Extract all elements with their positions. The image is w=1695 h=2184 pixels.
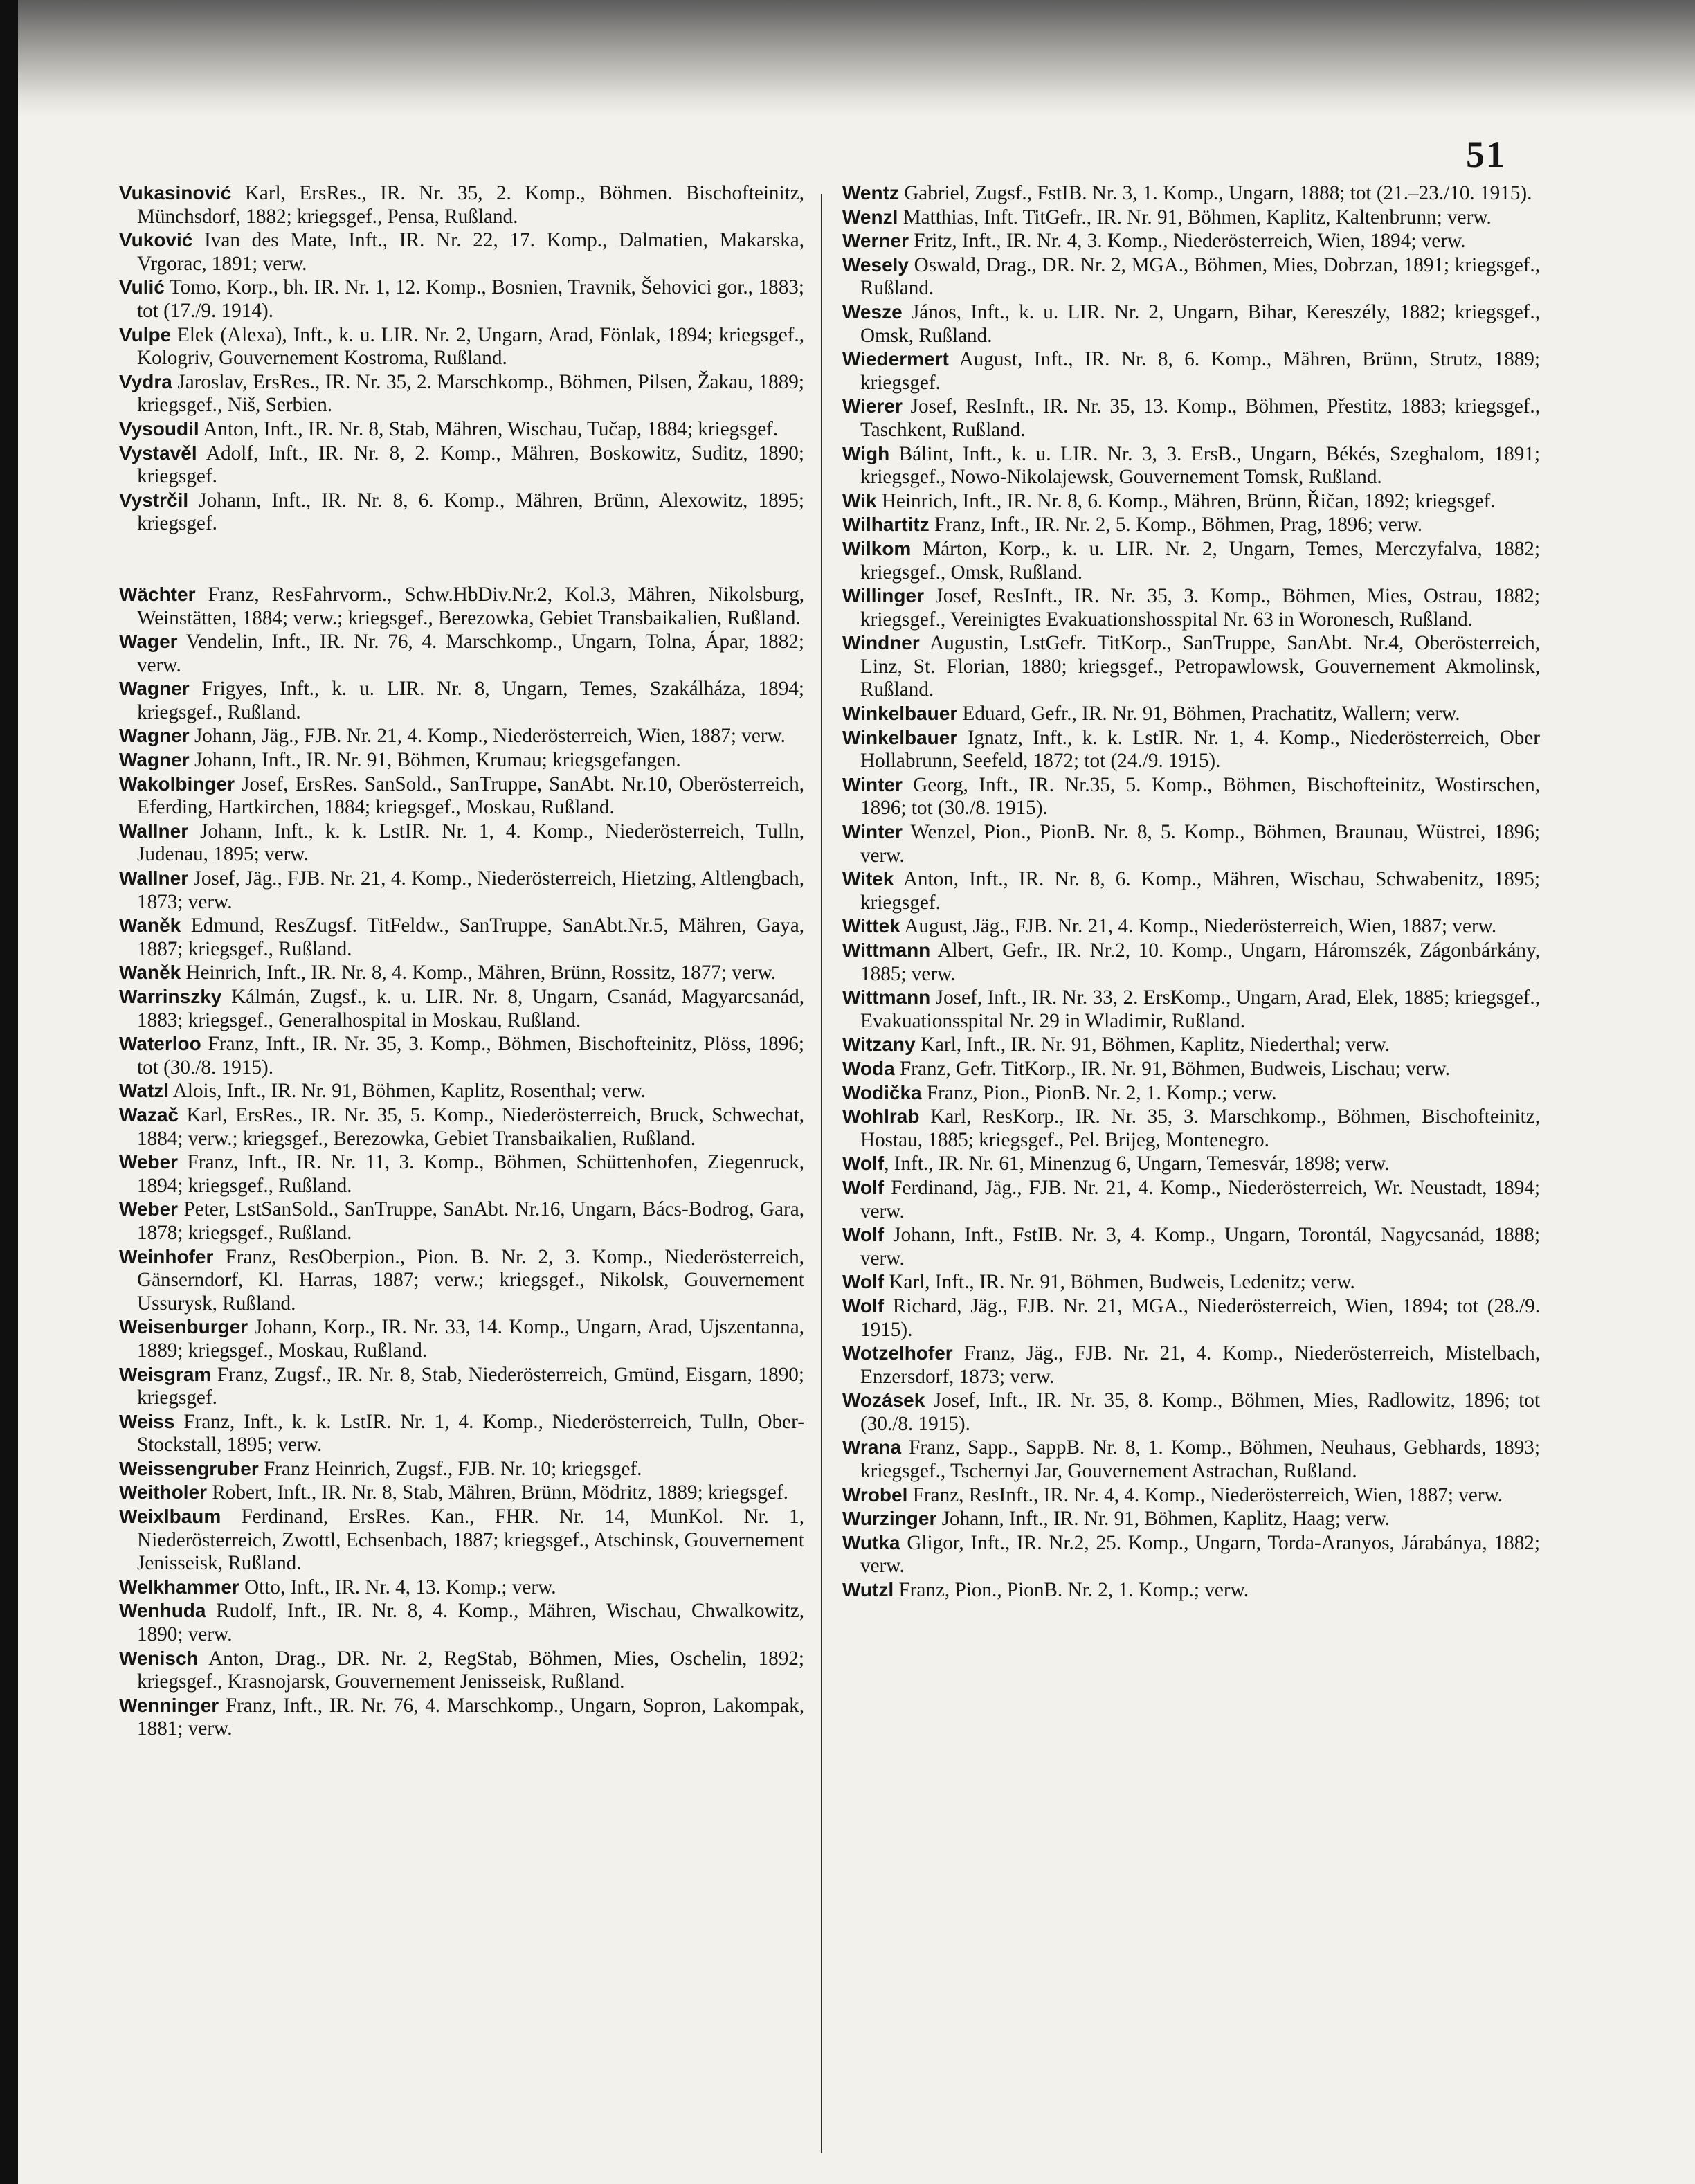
entry-surname: Weber: [119, 1151, 179, 1173]
register-entry: [119, 985, 804, 1032]
entry-surname: Weiss: [119, 1410, 175, 1432]
register-entry: [842, 1342, 1540, 1389]
entry-surname: Wagner: [119, 725, 190, 747]
register-entry: [119, 228, 804, 276]
register-entry: [842, 1152, 1540, 1176]
entry-details: Franz, ResOberpion., Pion. B. Nr. 2, 3. Komp., Niederösterreich, Gänserndorf, Kl. Harras, 1887; verw.; kriegsgef., Nikolsk, Gouvernement Ussurysk, Rußland.: [137, 1245, 804, 1315]
entry-details: Karl, ResKorp., IR. Nr. 35, 3. Marschkomp., Böhmen, Bischofteinitz, Hostau, 1885; kriegsgef., Pel. Brijeg, Montenegro.: [860, 1105, 1540, 1151]
register-entry: [119, 630, 804, 677]
entry-surname: Weisenburger: [119, 1316, 248, 1338]
entry-details: Edmund, ResZugsf. TitFeldw., SanTruppe, SanAbt.Nr.5, Mähren, Gaya, 1887; kriegsgef., Rußland.: [137, 914, 804, 960]
entry-details: Josef, Jäg., FJB. Nr. 21, 4. Komp., Niederösterreich, Hietzing, Altlengbach, 1873; verw.: [137, 867, 804, 913]
entry-details: Matthias, Inft. TitGefr., IR. Nr. 91, Böhmen, Kaplitz, Kaltenbrunn; verw.: [898, 206, 1492, 228]
register-entry: [119, 1505, 804, 1576]
entry-surname: Weixlbaum: [119, 1506, 221, 1528]
entry-surname: Weinhofer: [119, 1245, 214, 1267]
register-entry: [842, 348, 1540, 395]
entry-surname: Welkhammer: [119, 1576, 239, 1598]
entry-details: Franz, Pion., PionB. Nr. 2, 1. Komp.; verw.: [894, 1579, 1249, 1602]
entry-surname: Winter: [842, 821, 903, 843]
entry-details: Bálint, Inft., k. u. LIR. Nr. 3, 3. ErsB., Ungarn, Békés, Szeghalom, 1891; kriegsgef., Nowo-Nikolajewsk, Gouvernement Tomsk, Rußland.: [860, 442, 1540, 489]
entry-details: Wenzel, Pion., PionB. Nr. 8, 5. Komp., Böhmen, Braunau, Wüstrei, 1896; verw.: [860, 821, 1540, 867]
register-entry: [842, 229, 1540, 253]
register-entry: [842, 1436, 1540, 1483]
register-entry: [842, 1507, 1540, 1531]
entry-surname: Willinger: [842, 585, 924, 607]
entry-surname: Wrana: [842, 1436, 902, 1459]
register-entry: [119, 276, 804, 323]
entry-surname: Wenisch: [119, 1647, 199, 1669]
entry-details: János, Inft., k. u. LIR. Nr. 2, Ungarn, Bihar, Kereszély, 1882; kriegsgef., Omsk, Rußland.: [860, 300, 1540, 347]
register-entry: [842, 253, 1540, 300]
entry-surname: Vuković: [119, 229, 193, 251]
page-number: 51: [1466, 134, 1506, 175]
entry-details: Elek (Alexa), Inft., k. u. LIR. Nr. 2, Ungarn, Arad, Fönlak, 1894; kriegsgef., Kologriv, Gouvernement Kostroma, Rußland.: [137, 323, 804, 370]
entry-details: Franz, Zugsf., IR. Nr. 8, Stab, Niederösterreich, Gmünd, Eisgarn, 1890; kriegsgef.: [137, 1363, 804, 1409]
entry-surname: Wolf: [842, 1153, 885, 1175]
entry-surname: Vystavěl: [119, 442, 197, 464]
entry-surname: Witek: [842, 868, 894, 890]
register-entry: [119, 1032, 804, 1079]
entry-details: Anton, Inft., IR. Nr. 8, 6. Komp., Mähren, Wischau, Schwabenitz, 1895; kriegsgef.: [860, 868, 1540, 914]
register-entry: [119, 1647, 804, 1694]
entry-details: Fritz, Inft., IR. Nr. 4, 3. Komp., Niederösterreich, Wien, 1894; verw.: [908, 230, 1466, 253]
entry-surname: Wolf: [842, 1271, 885, 1293]
entry-details: Ferdinand, Jäg., FJB. Nr. 21, 4. Komp., Niederösterreich, Wr. Neustadt, 1894; verw.: [860, 1176, 1540, 1222]
register-entry: [842, 442, 1540, 489]
left-column: [119, 181, 804, 1741]
register-entry: [842, 1223, 1540, 1270]
entry-surname: Wozásek: [842, 1389, 925, 1411]
entry-details: Robert, Inft., IR. Nr. 8, Stab, Mähren, Brünn, Mödritz, 1889; kriegsgef.: [207, 1481, 788, 1504]
entry-surname: Watzl: [119, 1080, 170, 1102]
entry-details: , Inft., IR. Nr. 61, Minenzug 6, Ungarn, Temesvár, 1898; verw.: [884, 1153, 1390, 1175]
register-entry: [842, 1270, 1540, 1294]
entry-surname: Winter: [842, 773, 903, 795]
register-entry: [842, 631, 1540, 702]
entry-details: Johann, Inft., FstIB. Nr. 3, 4. Komp., Ungarn, Torontál, Nagycsanád, 1888; verw.: [860, 1224, 1540, 1270]
entry-surname: Waněk: [119, 962, 181, 984]
scan-edge-left: [0, 0, 18, 2184]
entry-surname: Wodička: [842, 1081, 922, 1103]
entry-surname: Wotzelhofer: [842, 1342, 953, 1364]
entry-surname: Wik: [842, 489, 877, 512]
entry-surname: Wiedermert: [842, 348, 949, 370]
entry-details: Richard, Jäg., FJB. Nr. 21, MGA., Niederösterreich, Wien, 1894; tot (28./9. 1915).: [860, 1294, 1540, 1341]
entry-surname: Waněk: [119, 914, 181, 937]
entry-surname: Vystrčil: [119, 489, 189, 511]
entry-surname: Wolf: [842, 1224, 885, 1246]
entry-surname: Wesze: [842, 300, 903, 323]
register-entry: [119, 961, 804, 985]
entry-surname: Wittmann: [842, 939, 931, 961]
entry-details: Gligor, Inft., IR. Nr.2, 25. Komp., Ungarn, Torda-Aranyos, Járabánya, 1882; verw.: [860, 1531, 1540, 1578]
entry-details: Frigyes, Inft., k. u. LIR. Nr. 8, Ungarn, Temes, Szakálháza, 1894; kriegsgef., Rußland.: [137, 678, 804, 723]
register-entry: [842, 181, 1540, 206]
entry-details: Franz, Pion., PionB. Nr. 2, 1. Komp.; verw.: [921, 1081, 1277, 1104]
entry-details: Heinrich, Inft., IR. Nr. 8, 6. Komp., Mähren, Brünn, Řičan, 1892; kriegsgef.: [876, 489, 1496, 512]
register-entry: [119, 1694, 804, 1741]
entry-surname: Wutzl: [842, 1579, 894, 1601]
entry-details: August, Jäg., FJB. Nr. 21, 4. Komp., Niederösterreich, Wien, 1887; verw.: [900, 915, 1497, 938]
entry-details: Karl, Inft., IR. Nr. 91, Böhmen, Budweis, Ledenitz; verw.: [884, 1271, 1355, 1294]
entry-surname: Wrobel: [842, 1483, 908, 1506]
entry-surname: Wazač: [119, 1103, 179, 1126]
entry-surname: Wächter: [119, 583, 196, 605]
register-entry: [119, 867, 804, 914]
register-entry: [842, 1033, 1540, 1057]
entry-surname: Warrinszky: [119, 986, 222, 1007]
entry-surname: Waterloo: [119, 1033, 201, 1055]
entry-surname: Wittek: [842, 915, 900, 937]
entry-surname: Weber: [119, 1198, 179, 1220]
entry-details: Franz, ResInft., IR. Nr. 4, 4. Komp., Niederösterreich, Wien, 1887; verw.: [907, 1483, 1503, 1506]
entry-details: Johann, Inft., k. k. LstIR. Nr. 1, 4. Komp., Niederösterreich, Tulln, Judenau, 1895; verw.: [137, 820, 804, 866]
register-entry: [119, 1245, 804, 1316]
entry-details: Josef, Inft., IR. Nr. 35, 8. Komp., Böhmen, Mies, Radlowitz, 1896; tot (30./8. 1915).: [860, 1389, 1540, 1435]
entry-details: Franz, Inft., k. k. LstIR. Nr. 1, 4. Komp., Niederösterreich, Tulln, Ober-Stockstall, 1895; verw.: [137, 1410, 804, 1456]
entry-details: Ignatz, Inft., k. k. LstIR. Nr. 1, 4. Komp., Niederösterreich, Ober Hollabrunn, Seefeld, 1872; tot (24./9. 1915).: [860, 726, 1540, 773]
entry-surname: Vukasinović: [119, 182, 232, 204]
register-entry: [119, 489, 804, 536]
entry-surname: Wenninger: [119, 1694, 219, 1716]
register-entry: [842, 1176, 1540, 1223]
scan-shadow-top: [0, 0, 1695, 118]
entry-details: Johann, Jäg., FJB. Nr. 21, 4. Komp., Niederösterreich, Wien, 1887; verw.: [189, 725, 786, 748]
entry-details: Adolf, Inft., IR. Nr. 8, 2. Komp., Mähren, Boskowitz, Suditz, 1890; kriegsgef.: [137, 442, 804, 488]
register-entry: [842, 820, 1540, 867]
register-entry: [842, 726, 1540, 773]
entry-surname: Wilkom: [842, 537, 912, 559]
entry-details: Franz, Inft., IR. Nr. 2, 5. Komp., Böhmen, Prag, 1896; verw.: [929, 514, 1423, 536]
entry-surname: Weissengruber: [119, 1457, 259, 1479]
entry-surname: Winkelbauer: [842, 726, 958, 748]
register-entry: [119, 914, 804, 961]
entry-details: Josef, ResInft., IR. Nr. 35, 13. Komp., Böhmen, Přestitz, 1883; kriegsgef., Taschkent, Rußland.: [860, 395, 1540, 441]
entry-surname: Wager: [119, 631, 178, 653]
entry-surname: Windner: [842, 632, 920, 654]
entry-surname: Wentz: [842, 182, 899, 204]
register-entry: [842, 1105, 1540, 1152]
entry-surname: Vysoudil: [119, 417, 199, 440]
entry-surname: Vulić: [119, 276, 165, 298]
entry-details: Johann, Inft., IR. Nr. 91, Böhmen, Krumau; kriegsgefangen.: [189, 749, 681, 772]
register-entry: [842, 584, 1540, 631]
entry-details: Peter, LstSanSold., SanTruppe, SanAbt. Nr.16, Ungarn, Bács-Bodrog, Gara, 1878; kriegsgef., Rußland.: [137, 1198, 804, 1244]
entry-surname: Wagner: [119, 749, 190, 771]
entry-details: Franz, Inft., IR. Nr. 11, 3. Komp., Böhmen, Schüttenhofen, Ziegenruck, 1894; kriegsgef., Rußland.: [137, 1151, 804, 1197]
entry-surname: Weisgram: [119, 1363, 212, 1385]
entry-details: Franz, Jäg., FJB. Nr. 21, 4. Komp., Niederösterreich, Mistelbach, Enzersdorf, 1873; verw.: [860, 1342, 1540, 1388]
register-entry: [842, 206, 1540, 230]
register-entry: [119, 417, 804, 442]
entry-details: Oswald, Drag., DR. Nr. 2, MGA., Böhmen, Mies, Dobrzan, 1891; kriegsgef., Rußland.: [860, 253, 1540, 300]
entry-details: Josef, ResInft., IR. Nr. 35, 3. Komp., Böhmen, Mies, Ostrau, 1882; kriegsgef., Vereinigtes Evakuationshosspital Nr. 63 in Woronesch, Rußland.: [860, 585, 1540, 631]
entry-details: Johann, Korp., IR. Nr. 33, 14. Komp., Ungarn, Arad, Ujszentanna, 1889; kriegsgef., Moskau, Rußland.: [137, 1316, 804, 1362]
entry-details: Vendelin, Inft., IR. Nr. 76, 4. Marschkomp., Ungarn, Tolna, Ápar, 1882; verw.: [137, 631, 804, 676]
entry-surname: Vulpe: [119, 323, 172, 345]
entry-details: Otto, Inft., IR. Nr. 4, 13. Komp.; verw.: [239, 1576, 556, 1598]
register-entry: [842, 1057, 1540, 1081]
register-entry: [119, 1363, 804, 1410]
register-entry: [842, 537, 1540, 584]
entry-surname: Wutka: [842, 1531, 900, 1553]
entry-surname: Wesely: [842, 253, 909, 276]
entry-surname: Wurzinger: [842, 1508, 937, 1530]
register-entry: [119, 1103, 804, 1150]
entry-surname: Woda: [842, 1057, 895, 1079]
right-column: [842, 181, 1540, 1603]
entry-details: Johann, Inft., IR. Nr. 8, 6. Komp., Mähren, Brünn, Alexowitz, 1895; kriegsgef.: [137, 489, 804, 535]
entry-details: Alois, Inft., IR. Nr. 91, Böhmen, Kaplitz, Rosenthal; verw.: [169, 1080, 646, 1103]
entry-surname: Vydra: [119, 370, 172, 392]
entry-details: Franz, Gefr. TitKorp., IR. Nr. 91, Böhmen, Budweis, Lischau; verw.: [894, 1057, 1451, 1080]
entry-details: Albert, Gefr., IR. Nr.2, 10. Komp., Ungarn, Háromszék, Zágonbárkány, 1885; verw.: [860, 939, 1540, 985]
entry-surname: Wallner: [119, 867, 189, 890]
entry-details: Ferdinand, ErsRes. Kan., FHR. Nr. 14, MunKol. Nr. 1, Niederösterreich, Zwottl, Echsenbach, 1887; kriegsgef., Atschinsk, Gouvernement Jenisseisk, Rußland.: [137, 1506, 804, 1575]
entry-details: Kálmán, Zugsf., k. u. LIR. Nr. 8, Ungarn, Csanád, Magyarcsanád, 1883; kriegsgef., Generalhospital in Moskau, Rußland.: [137, 986, 804, 1031]
entry-details: Gabriel, Zugsf., FstIB. Nr. 3, 1. Komp., Ungarn, 1888; tot (21.–23./10. 1915).: [898, 182, 1532, 204]
register-entry: [842, 986, 1540, 1033]
register-entry: [842, 395, 1540, 442]
register-entry: [119, 1410, 804, 1457]
entry-surname: Winkelbauer: [842, 703, 958, 725]
register-entry: [119, 370, 804, 417]
register-entry: [119, 773, 804, 820]
entry-details: Josef, ErsRes. SanSold., SanTruppe, SanAbt. Nr.10, Oberösterreich, Eferding, Hartkirchen, 1884; kriegsgef., Moskau, Rußland.: [137, 773, 804, 819]
register-entry: [119, 677, 804, 724]
entry-details: Karl, Inft., IR. Nr. 91, Böhmen, Kaplitz, Niederthal; verw.: [915, 1034, 1390, 1056]
entry-details: Augustin, LstGefr. TitKorp., SanTruppe, SanAbt. Nr.4, Oberösterreich, Linz, St. Florian, 1880; kriegsgef., Petropawlowsk, Gouvernement Akmolinsk, Rußland.: [860, 632, 1540, 701]
entry-surname: Wolf: [842, 1176, 885, 1198]
register-entry: [842, 489, 1540, 514]
entry-details: Franz, Inft., IR. Nr. 35, 3. Komp., Böhmen, Bischofteinitz, Plöss, 1896; tot (30./8. 1915).: [137, 1033, 804, 1079]
register-entry: [119, 1150, 804, 1198]
register-entry: [842, 867, 1540, 914]
register-entry: [119, 181, 804, 228]
entry-details: Rudolf, Inft., IR. Nr. 8, 4. Komp., Mähren, Wischau, Chwalkowitz, 1890; verw.: [137, 1600, 804, 1646]
register-entry: [119, 323, 804, 370]
register-entry: [119, 583, 804, 630]
register-entry: [119, 1576, 804, 1600]
register-entry: [119, 1079, 804, 1103]
entry-details: Georg, Inft., IR. Nr.35, 5. Komp., Böhmen, Bischofteinitz, Wostirschen, 1896; tot (30./8. 1915).: [860, 773, 1540, 820]
register-entry: [842, 300, 1540, 348]
register-entry: [842, 939, 1540, 986]
register-entry: [119, 748, 804, 773]
register-entry: [842, 513, 1540, 537]
entry-surname: Weitholer: [119, 1481, 208, 1504]
entry-details: Heinrich, Inft., IR. Nr. 8, 4. Komp., Mähren, Brünn, Rossitz, 1877; verw.: [181, 962, 777, 984]
register-entry: [119, 442, 804, 489]
entry-details: Franz, Sapp., SappB. Nr. 8, 1. Komp., Böhmen, Neuhaus, Gebhards, 1893; kriegsgef., Tschernyi Jar, Gouvernement Astrachan, Rußland.: [860, 1436, 1540, 1483]
register-entry: [842, 914, 1540, 939]
entry-details: Anton, Drag., DR. Nr. 2, RegStab, Böhmen, Mies, Oschelin, 1892; kriegsgef., Krasnojarsk, Gouvernement Jenisseisk, Rußland.: [137, 1647, 804, 1693]
entry-surname: Wittmann: [842, 986, 931, 1009]
entry-surname: Wigh: [842, 442, 890, 464]
register-entry: [842, 1294, 1540, 1342]
entry-surname: Wakolbinger: [119, 773, 235, 795]
register-entry: [119, 1457, 804, 1481]
register-entry: [842, 1483, 1540, 1508]
entry-details: Johann, Inft., IR. Nr. 91, Böhmen, Kaplitz, Haag; verw.: [936, 1508, 1390, 1531]
entry-surname: Wagner: [119, 678, 190, 700]
entry-details: Jaroslav, ErsRes., IR. Nr. 35, 2. Marschkomp., Böhmen, Pilsen, Žakau, 1889; kriegsgef., Niš, Serbien.: [137, 370, 804, 417]
register-entry: [119, 1481, 804, 1505]
entry-surname: Wenhuda: [119, 1600, 206, 1622]
register-entry: [842, 1578, 1540, 1603]
entry-details: Franz, ResFahrvorm., Schw.HbDiv.Nr.2, Kol.3, Mähren, Nikolsburg, Weinstätten, 1884; verw.; kriegsgef., Berezowka, Gebiet Transbaikalien, Rußland.: [137, 583, 804, 629]
section-gap: [119, 536, 804, 583]
register-entry: [119, 1198, 804, 1245]
entry-details: Márton, Korp., k. u. LIR. Nr. 2, Ungarn, Temes, Merczyfalva, 1882; kriegsgef., Omsk, Rußland.: [860, 537, 1540, 584]
entry-surname: Wenzl: [842, 206, 898, 228]
entry-surname: Wierer: [842, 395, 903, 417]
entry-surname: Werner: [842, 230, 909, 252]
entry-details: August, Inft., IR. Nr. 8, 6. Komp., Mähren, Brünn, Strutz, 1889; kriegsgef.: [860, 348, 1540, 394]
entry-details: Eduard, Gefr., IR. Nr. 91, Böhmen, Prachatitz, Wallern; verw.: [957, 703, 1460, 725]
entry-surname: Wilhartitz: [842, 514, 930, 536]
entry-surname: Witzany: [842, 1034, 916, 1056]
register-entry: [119, 724, 804, 748]
register-entry: [119, 1599, 804, 1646]
entry-details: Anton, Inft., IR. Nr. 8, Stab, Mähren, Wischau, Tučap, 1884; kriegsgef.: [199, 417, 779, 440]
register-entry: [842, 773, 1540, 820]
entry-details: Franz Heinrich, Zugsf., FJB. Nr. 10; kriegsgef.: [258, 1457, 642, 1480]
register-entry: [842, 1389, 1540, 1436]
column-divider: [821, 194, 822, 2153]
entry-details: Karl, ErsRes., IR. Nr. 35, 5. Komp., Niederösterreich, Bruck, Schwechat, 1884; verw.; kriegsgef., Berezowka, Gebiet Transbaikalien, Rußland.: [137, 1103, 804, 1150]
entry-details: Josef, Inft., IR. Nr. 33, 2. ErsKomp., Ungarn, Arad, Elek, 1885; kriegsgef., Evakuationsspital Nr. 29 in Wladimir, Rußland.: [860, 986, 1540, 1032]
register-entry: [842, 702, 1540, 726]
register-entry: [119, 820, 804, 867]
register-entry: [119, 1315, 804, 1362]
entry-details: Karl, ErsRes., IR. Nr. 35, 2. Komp., Böhmen. Bischofteinitz, Münchsdorf, 1882; kriegsgef., Pensa, Rußland.: [137, 182, 804, 228]
register-entry: [842, 1531, 1540, 1578]
entry-surname: Wallner: [119, 820, 189, 842]
entry-surname: Wohlrab: [842, 1105, 920, 1128]
register-entry: [842, 1081, 1540, 1105]
entry-details: Tomo, Korp., bh. IR. Nr. 1, 12. Komp., Bosnien, Travnik, Šehovici gor., 1883; tot (17./9. 1914).: [137, 276, 804, 322]
entry-details: Ivan des Mate, Inft., IR. Nr. 22, 17. Komp., Dalmatien, Makarska, Vrgorac, 1891; verw.: [137, 229, 804, 275]
entry-surname: Wolf: [842, 1294, 885, 1317]
entry-details: Franz, Inft., IR. Nr. 76, 4. Marschkomp., Ungarn, Sopron, Lakompak, 1881; verw.: [137, 1694, 804, 1740]
